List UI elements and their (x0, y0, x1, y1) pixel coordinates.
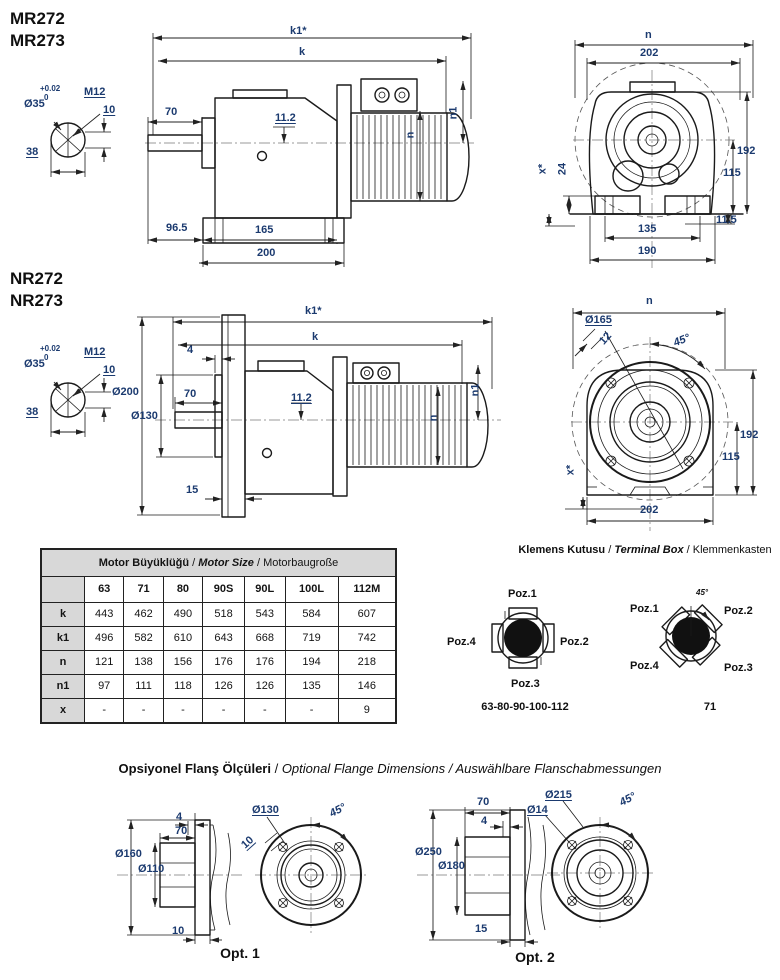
nr-dim-k: k (312, 331, 319, 343)
cell: 146 (338, 675, 396, 699)
mr-dim-70: 70 (165, 106, 178, 118)
opt1-dim-130: Ø130 (252, 804, 279, 816)
cell: 176 (203, 651, 245, 675)
cell: 462 (124, 603, 163, 627)
nr-title-line1: NR272 (10, 269, 63, 288)
cell: 643 (203, 627, 245, 651)
table-col-71: 71 (124, 577, 163, 603)
mr-shaft-length-label: 38 (26, 146, 39, 158)
nr-shaft-thread-label: M12 (84, 346, 106, 358)
opt1-dim-45: 45° (327, 801, 348, 820)
table-row-n1 (41, 675, 396, 699)
opt1-dim-10: 10 (172, 925, 185, 937)
cell: 111 (124, 675, 163, 699)
opt2-dim-250: Ø250 (415, 846, 442, 858)
opt1-caption: Opt. 1 (220, 945, 260, 961)
mr-motor-outline (337, 79, 469, 218)
opt1-dim-4: 4 (176, 811, 183, 823)
table-col-80: 80 (163, 577, 202, 603)
cell: 518 (203, 603, 245, 627)
opt2-dim-4: 4 (481, 815, 488, 827)
opt2-caption: Opt. 2 (515, 949, 555, 965)
cell: 126 (203, 675, 245, 699)
table-row-x (41, 699, 396, 724)
nr-dim-n1: n1 (469, 383, 482, 397)
nr-dim-15: 15 (186, 484, 199, 496)
nr-dim-200: Ø200 (112, 386, 139, 398)
opt2-front-view (545, 801, 655, 929)
terminal-heading-sep2: / (683, 544, 693, 556)
cell: 668 (244, 627, 285, 651)
mr-end-dim-192: 192 (737, 145, 756, 157)
table-row-n (41, 651, 396, 675)
opt2-dim-70: 70 (477, 796, 490, 808)
cell: 582 (124, 627, 163, 651)
terminal-left-caption: 63-80-90-100-112 (481, 701, 569, 713)
mr-end-dim-x: x* (536, 163, 549, 175)
nr-dim-n: n (427, 414, 440, 422)
terminal-heading-en: Terminal Box (614, 544, 684, 556)
terminal-heading-de: Klemmenkasten (692, 544, 772, 556)
flange-heading-sep1: / (270, 761, 282, 776)
table-title-sep1: / (189, 556, 199, 569)
nr-motor-outline (333, 357, 488, 496)
mr-dim-11-2: 11.2 (275, 112, 296, 124)
mr-dim-200: 200 (257, 247, 276, 259)
mr-end-dim-115: 115 (723, 167, 741, 179)
opt1-dim-70: 70 (175, 825, 188, 837)
flange-opt2-drawing (405, 785, 725, 960)
cell: 496 (85, 627, 124, 651)
opt2-dim-215: Ø215 (545, 789, 572, 801)
table-col-63: 63 (85, 577, 124, 603)
nr-dim-k1: k1* (305, 305, 322, 317)
terminal-box-heading (500, 545, 780, 556)
mr-end-dim-202: 202 (640, 47, 659, 59)
mr-end-dim-n: n (645, 29, 652, 41)
nr-end-dim-x: x* (564, 464, 577, 476)
table-title-row (41, 549, 396, 577)
flange-heading-tr: Opsiyonel Flanş Ölçüleri (118, 761, 271, 776)
mr-end-dim-190: 190 (638, 245, 657, 257)
nr-end-dim-192: 192 (740, 429, 759, 441)
table-row-k1 (41, 627, 396, 651)
mr-end-dim-11-5: 11.5 (716, 214, 737, 226)
cell: 121 (85, 651, 124, 675)
table-title-en: Motor Size (198, 556, 254, 569)
cell: 176 (244, 651, 285, 675)
cell: 138 (124, 651, 163, 675)
opt1-dim-160: Ø160 (115, 848, 142, 860)
row-label: k1 (41, 627, 85, 651)
cell: - (285, 699, 338, 724)
terminal-left-poz1-label: Poz.1 (508, 588, 537, 600)
mr-dimension-lines (148, 33, 471, 267)
table-corner-cell (41, 577, 85, 603)
nr-shaft-tolerance-upper: +0.02 (40, 344, 61, 353)
cell: 126 (244, 675, 285, 699)
terminal-right-poz4-label: Poz.4 (630, 660, 659, 672)
cell: 543 (244, 603, 285, 627)
table-size-row (41, 577, 396, 603)
table-col-100l: 100L (285, 577, 338, 603)
cell: 584 (285, 603, 338, 627)
cell: - (244, 699, 285, 724)
nr-shaft-key-width-label: 10 (103, 364, 116, 376)
cell: - (163, 699, 202, 724)
opt1-dim-110: Ø110 (138, 863, 165, 875)
nr-dim-11-2: 11.2 (291, 392, 312, 404)
cell: 194 (285, 651, 338, 675)
cell: 490 (163, 603, 202, 627)
mr-gearbox-outline (148, 90, 344, 243)
cell: 156 (163, 651, 202, 675)
mr-shaft-thread-label: M12 (84, 86, 106, 98)
table-row-k (41, 603, 396, 627)
opt2-dim-15: 15 (475, 923, 488, 935)
opt2-dim-45: 45° (617, 790, 638, 809)
mr-end-dim-24: 24 (556, 162, 569, 176)
table-title-sep2: / (253, 556, 264, 569)
mr-dim-n1: n1 (447, 106, 460, 120)
nr-end-dim-165: Ø165 (585, 314, 612, 326)
table-col-90l: 90L (244, 577, 285, 603)
mr-shaft-tolerance-lower: 0 (44, 93, 49, 102)
table-col-90s: 90S (203, 577, 245, 603)
cell: - (85, 699, 124, 724)
mr-shaft-key-width-label: 10 (103, 104, 116, 116)
optional-flange-heading (55, 762, 725, 775)
mr-dim-k: k (299, 46, 306, 58)
nr-title-line2: NR273 (10, 291, 63, 310)
motor-size-table (40, 548, 397, 724)
cell: 742 (338, 627, 396, 651)
cell: 218 (338, 651, 396, 675)
opt2-dim-180: Ø180 (438, 860, 465, 872)
flange-heading-sep2: / (445, 761, 456, 776)
opt1-dim-10-bolt: 10 (239, 834, 257, 852)
mr-title-line1: MR272 (10, 9, 65, 28)
terminal-right-caption: 71 (703, 701, 717, 713)
table-title-de: Motorbaugroße (263, 556, 339, 569)
cell: 610 (163, 627, 202, 651)
nr-end-dim-12: 12 (597, 330, 615, 348)
terminal-left-poz4-label: Poz.4 (447, 636, 476, 648)
table-title-tr: Motor Büyüklüğü (98, 556, 190, 569)
terminal-right-angle-label: 45° (696, 588, 709, 597)
table-title-cell (41, 549, 396, 577)
cell: 443 (85, 603, 124, 627)
nr-shaft-tolerance-lower: 0 (44, 353, 49, 362)
nr-end-dim-115: 115 (722, 451, 740, 463)
nr-shaft-length-label: 38 (26, 406, 39, 418)
cell: 9 (338, 699, 396, 724)
flange-heading-en: Optional Flange Dimensions (281, 761, 446, 776)
nr-dim-130: Ø130 (131, 410, 158, 422)
cell: 97 (85, 675, 124, 699)
mr-dim-165: 165 (255, 224, 274, 236)
nr-end-view-drawing (535, 281, 780, 541)
cell: - (124, 699, 163, 724)
nr-end-housing (565, 362, 713, 509)
mr-dim-n: n (404, 131, 417, 139)
nr-dim-70: 70 (184, 388, 197, 400)
nr-dim-4: 4 (187, 344, 194, 356)
nr-end-dim-n: n (646, 295, 653, 307)
cell: - (203, 699, 245, 724)
row-label: x (41, 699, 85, 724)
flange-heading-de: Auswählbare Flanschabmessungen (455, 761, 662, 776)
mr-shaft-tolerance-upper: +0.02 (40, 84, 61, 93)
row-label: n1 (41, 675, 85, 699)
nr-end-dim-45: 45° (671, 331, 692, 350)
terminal-heading-tr: Klemens Kutusu (518, 544, 606, 556)
opt1-front-view (255, 817, 367, 933)
opt2-dim-14: Ø14 (527, 804, 548, 816)
row-label: n (41, 651, 85, 675)
cell: 607 (338, 603, 396, 627)
cell: 135 (285, 675, 338, 699)
nr-end-dim-202: 202 (640, 504, 659, 516)
mr-title-line2: MR273 (10, 31, 65, 50)
cell: 118 (163, 675, 202, 699)
terminal-heading-sep1: / (605, 544, 615, 556)
nr-side-view-drawing (95, 291, 505, 521)
mr-shaft-diameter-label: Ø35 (24, 98, 45, 110)
cell: 719 (285, 627, 338, 651)
mr-end-dim-135: 135 (638, 223, 657, 235)
terminal-left-poz3-label: Poz.3 (511, 678, 540, 690)
mr-dim-k1: k1* (290, 25, 307, 37)
mr-shaft-detail-drawing (18, 78, 138, 193)
terminal-right-poz3-label: Poz.3 (724, 662, 753, 674)
mr-dim-96-5: 96.5 (166, 222, 188, 234)
table-col-112m: 112M (338, 577, 396, 603)
nr-shaft-diameter-label: Ø35 (24, 358, 45, 370)
mr-end-housing (570, 82, 743, 224)
terminal-left-poz2-label: Poz.2 (560, 636, 589, 648)
row-label: k (41, 603, 85, 627)
mr-side-view-drawing (145, 23, 475, 268)
terminal-right-poz2-label: Poz.2 (724, 605, 753, 617)
terminal-right-poz1-label: Poz.1 (630, 603, 659, 615)
